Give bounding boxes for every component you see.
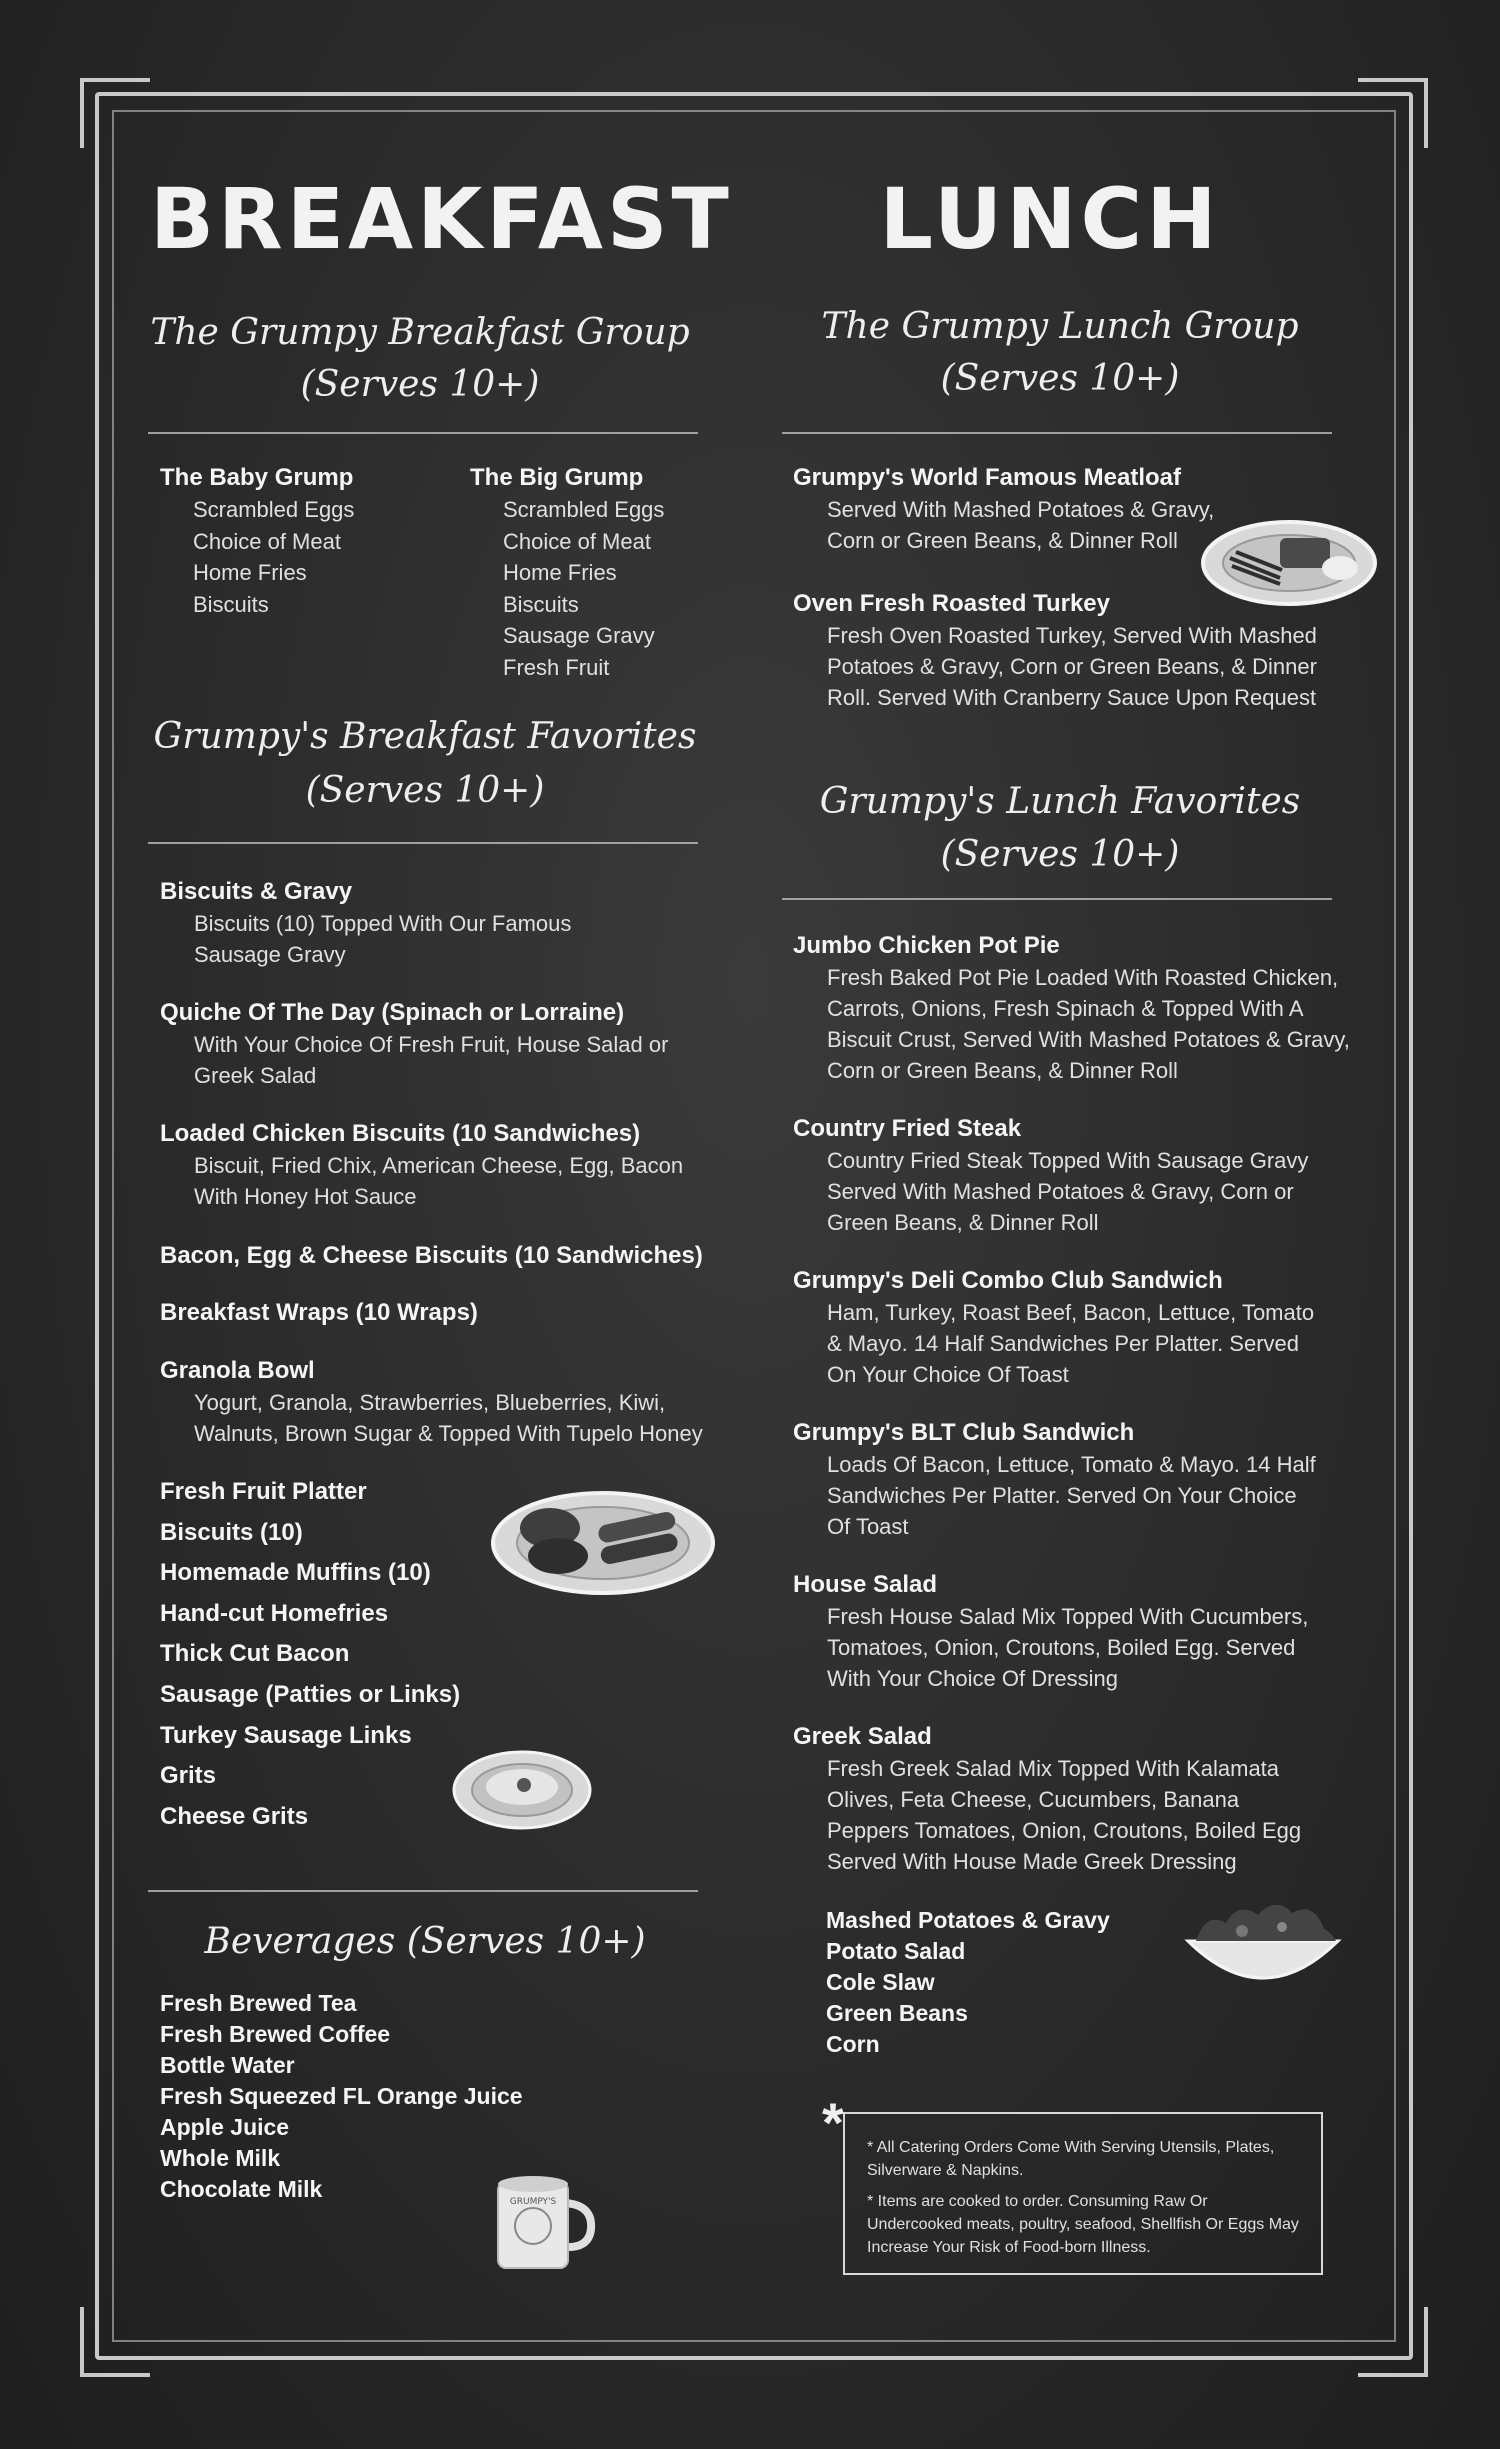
list-item: Sausage (Patties or Links) (160, 1680, 461, 1708)
menu-item-blt-club (793, 1417, 1363, 1542)
list-item: Fresh Fruit Platter (160, 1478, 367, 1505)
big-grump (470, 462, 664, 683)
item-desc: Biscuit, Fried Chix, American Cheese, Egg, Bacon With Honey Hot Sauce (194, 1153, 684, 1209)
list-item: Apple Juice (160, 2114, 290, 2140)
menu-item-loaded-chicken-biscuits (160, 1118, 730, 1212)
grits-plate-icon (450, 1745, 595, 1835)
item-desc: Fresh Greek Salad Mix Topped With Kalamata Olives, Feta Cheese, Cucumbers, Banana Peppers Tomatoes, Onion, Croutons, Boiled Egg Served With House Made Greek Dressing (827, 1756, 1302, 1874)
breakfast-title: BREAKFAST (150, 170, 733, 268)
menu-item-bacon-egg-cheese (160, 1240, 730, 1272)
lunch-favorites-serves: (Serves 10+) (940, 834, 1180, 875)
list-item: Fresh Brewed Coffee (160, 2021, 391, 2047)
list-item: Homemade Muffins (10) (160, 1559, 431, 1587)
divider (148, 842, 698, 844)
note-text: * Items are cooked to order. Consuming Raw Or Undercooked meats, poultry, seafood, Shellfish Or Eggs May Increase Your Risk of Food-born Illness. (867, 2193, 1299, 2256)
item-desc: Ham, Turkey, Roast Beef, Bacon, Lettuce, Tomato & Mayo. 14 Half Sandwiches Per Platter. Served On Your Choice Of Toast (827, 1300, 1315, 1387)
list-item: Sausage Gravy (503, 623, 655, 648)
list-item: Chocolate Milk (160, 2176, 323, 2202)
lunch-title: LUNCH (879, 170, 1221, 268)
list-item: Grits (160, 1762, 217, 1790)
breakfast-sides-list (160, 1472, 460, 1837)
menu-item-greek-salad (793, 1721, 1363, 1877)
list-item: Potato Salad (826, 1938, 966, 1964)
list-item: Biscuits (193, 591, 269, 617)
list-item: Choice of Meat (193, 528, 341, 554)
item-name: Country Fried Steak (793, 1115, 1022, 1142)
lunch-group-title: The Grumpy Lunch Group (821, 306, 1299, 347)
item-name: Biscuits & Gravy (160, 878, 353, 905)
list-item: Corn (826, 2031, 880, 2057)
item-name: Loaded Chicken Biscuits (10 Sandwiches) (160, 1120, 641, 1147)
breakfast-group-serves: (Serves 10+) (300, 364, 540, 405)
breakfast-favorites-title: Grumpy's Breakfast Favorites (153, 716, 697, 757)
item-desc: Fresh Oven Roasted Turkey, Served With Mashed Potatoes & Gravy, Corn or Green Beans, & Dinner Roll. Served With Cranberry Sauce Upon Request (827, 623, 1317, 710)
menu-item-country-fried-steak (793, 1113, 1363, 1238)
list-item: Mashed Potatoes & Gravy (826, 1907, 1110, 1933)
list-item: Scrambled Eggs (503, 497, 665, 522)
list-item: Biscuits (10) (160, 1518, 303, 1546)
item-desc: Fresh Baked Pot Pie Loaded With Roasted Chicken, Carrots, Onions, Fresh Spinach & Topped With A Biscuit Crust, Served With Mashed Potatoes & Gravy, Corn or Green Beans, & Dinner Roll (827, 965, 1350, 1083)
mug-label: GRUMPY'S (509, 2197, 557, 2207)
sausage-patty-plate-icon (488, 1488, 718, 1598)
menu-item-roasted-turkey (793, 588, 1353, 713)
item-name: Jumbo Chicken Pot Pie (793, 932, 1060, 959)
item-name: Grumpy's World Famous Meatloaf (793, 464, 1181, 491)
list-item: Thick Cut Bacon (160, 1640, 350, 1668)
beverages-list (160, 1988, 523, 2205)
item-name: Breakfast Wraps (10 Wraps) (160, 1299, 478, 1326)
menu-item-house-salad (793, 1569, 1363, 1694)
menu-item-granola-bowl (160, 1355, 735, 1449)
menu-item-deli-combo-club (793, 1265, 1363, 1390)
divider (782, 898, 1332, 900)
baby-grump (160, 462, 354, 620)
notes-box (843, 2112, 1323, 2275)
list-item: Bottle Water (160, 2052, 295, 2078)
list-item: Cheese Grits (160, 1802, 309, 1830)
big-grump-name: The Big Grump (470, 464, 644, 491)
baby-grump-name: The Baby Grump (160, 464, 354, 491)
asterisk-icon: * (822, 2091, 844, 2154)
breakfast-favorites-serves: (Serves 10+) (305, 770, 545, 811)
list-item: Hand-cut Homefries (160, 1599, 389, 1627)
list-item: Choice of Meat (503, 528, 651, 554)
frame-corner-ornament (1358, 78, 1428, 148)
list-item: Cole Slaw (826, 1969, 935, 1995)
item-name: House Salad (793, 1571, 938, 1598)
item-name: Bacon, Egg & Cheese Biscuits (10 Sandwiches) (160, 1242, 703, 1269)
item-desc: Fresh House Salad Mix Topped With Cucumbers, Tomatoes, Onion, Croutons, Boiled Egg. Served With Your Choice Of Dressing (827, 1604, 1309, 1691)
lunch-sides-list (826, 1905, 1110, 2060)
menu-item-quiche (160, 997, 730, 1091)
lunch-group-serves: (Serves 10+) (940, 358, 1180, 399)
menu-item-breakfast-wraps (160, 1297, 730, 1329)
list-item: Fresh Fruit (503, 654, 610, 680)
coffee-mug-icon (490, 2168, 600, 2278)
list-item: Home Fries (503, 560, 617, 585)
item-name: Oven Fresh Roasted Turkey (793, 590, 1110, 617)
frame-corner-ornament (80, 78, 150, 148)
divider (782, 432, 1332, 434)
list-item: Whole Milk (160, 2145, 281, 2171)
lunch-favorites-title: Grumpy's Lunch Favorites (819, 781, 1301, 822)
list-item: Fresh Squeezed FL Orange Juice (160, 2083, 523, 2109)
list-item: Home Fries (193, 560, 307, 585)
menu-item-chicken-pot-pie (793, 930, 1363, 1086)
note-text: * All Catering Orders Come With Serving Utensils, Plates, Silverware & Napkins. (867, 2139, 1275, 2179)
frame-corner-ornament (80, 2307, 150, 2377)
item-desc: Loads Of Bacon, Lettuce, Tomato & Mayo. 14 Half Sandwiches Per Platter. Served On Your Choice Of Toast (827, 1452, 1316, 1539)
item-name: Quiche Of The Day (Spinach or Lorraine) (160, 999, 625, 1026)
divider (148, 1890, 698, 1892)
item-name: Granola Bowl (160, 1357, 315, 1384)
salad-bowl-icon (1182, 1905, 1344, 1995)
item-desc: Country Fried Steak Topped With Sausage Gravy Served With Mashed Potatoes & Gravy, Corn or Green Beans, & Dinner Roll (827, 1148, 1309, 1235)
list-item: Scrambled Eggs (193, 497, 355, 522)
divider (148, 432, 698, 434)
item-desc: Yogurt, Granola, Strawberries, Blueberries, Kiwi, Walnuts, Brown Sugar & Topped With Tupelo Honey (194, 1390, 703, 1446)
breakfast-group-title: The Grumpy Breakfast Group (150, 312, 690, 353)
item-name: Greek Salad (793, 1723, 932, 1750)
list-item: Fresh Brewed Tea (160, 1990, 357, 2016)
list-item: Turkey Sausage Links (160, 1721, 412, 1749)
item-desc: Served With Mashed Potatoes & Gravy, Corn or Green Beans, & Dinner Roll (827, 497, 1215, 553)
item-name: Grumpy's Deli Combo Club Sandwich (793, 1267, 1223, 1294)
item-desc: With Your Choice Of Fresh Fruit, House Salad or Greek Salad (194, 1032, 669, 1088)
item-name: Grumpy's BLT Club Sandwich (793, 1419, 1135, 1446)
list-item: Green Beans (826, 2000, 968, 2026)
item-desc: Biscuits (10) Topped With Our Famous Sausage Gravy (194, 911, 572, 967)
frame-corner-ornament (1358, 2307, 1428, 2377)
list-item: Biscuits (503, 591, 579, 617)
beverages-title: Beverages (Serves 10+) (204, 1921, 646, 1962)
menu-item-biscuits-gravy (160, 876, 730, 970)
